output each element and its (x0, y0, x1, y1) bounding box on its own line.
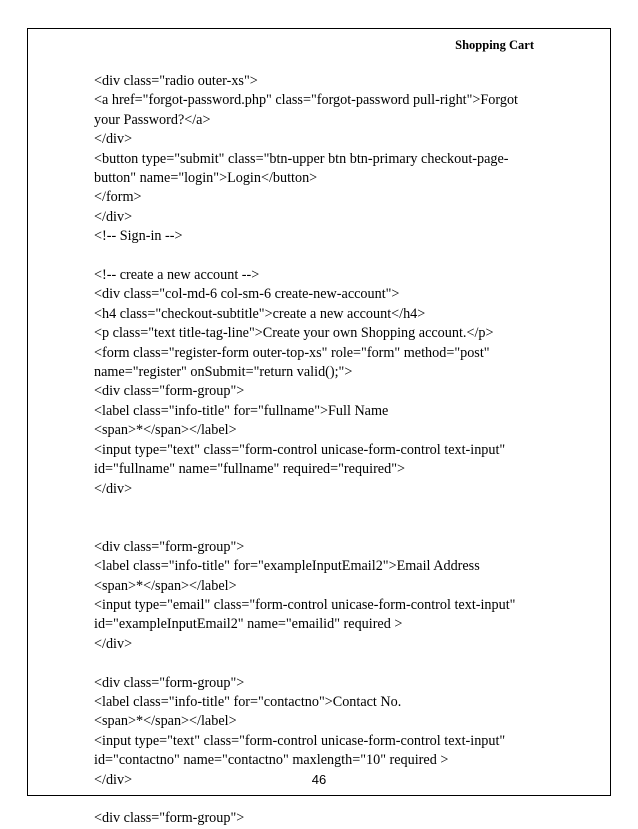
code-line: <p class="text title-tag-line">Create your own Shopping account.</p> (94, 325, 494, 342)
code-line: </div> (94, 480, 133, 497)
code-line: <span>*</span></label> (94, 422, 237, 439)
code-line: id="fullname" name="fullname" required="required"> (94, 461, 405, 478)
code-line: </div> (94, 131, 133, 148)
code-line: <div class="form-group"> (94, 383, 245, 400)
code-listing (94, 72, 554, 829)
code-line: id="exampleInputEmail2" name="emailid" required > (94, 616, 403, 633)
code-line: <form class="register-form outer-top-xs" role="form" method="post" (94, 344, 490, 361)
code-line (94, 790, 554, 809)
code-line (94, 499, 554, 518)
header-title: Shopping Cart (455, 38, 534, 52)
code-line: </div> (94, 771, 133, 788)
code-line: <div class="form-group"> (94, 538, 245, 555)
code-line: <div class="radio outer-xs"> (94, 73, 258, 89)
code-line: <button type="submit" class="btn-upper btn btn-primary checkout-page- (94, 150, 509, 167)
code-line: <input type="email" class="form-control unicase-form-control text-input" (94, 596, 516, 613)
code-line: <a href="forgot-password.php" class="forgot-password pull-right">Forgot (94, 92, 518, 109)
code-line: <span>*</span></label> (94, 713, 237, 730)
code-line: name="register" onSubmit="return valid();"> (94, 364, 353, 381)
code-line: <div class="form-group"> (94, 674, 245, 691)
code-line: <h4 class="checkout-subtitle">create a new account</h4> (94, 305, 426, 322)
code-line: <label class="info-title" for="contactno">Contact No. (94, 693, 402, 710)
code-line: </form> (94, 189, 142, 206)
code-line: <!-- create a new account --> (94, 267, 260, 284)
code-line: <input type="text" class="form-control unicase-form-control text-input" (94, 441, 506, 458)
code-line: id="contactno" name="contactno" maxlength="10" required > (94, 752, 449, 769)
code-line: <div class="col-md-6 col-sm-6 create-new-account"> (94, 286, 400, 303)
code-line: <label class="info-title" for="exampleInputEmail2">Email Address (94, 558, 480, 575)
code-line (94, 247, 554, 266)
code-line: <input type="text" class="form-control unicase-form-control text-input" (94, 732, 506, 749)
code-line: button" name="login">Login</button> (94, 170, 318, 187)
code-line: <!-- Sign-in --> (94, 228, 183, 245)
code-line: </div> (94, 635, 133, 652)
code-line (94, 518, 554, 537)
code-line: your Password?</a> (94, 111, 211, 128)
code-line: <label class="info-title" for="fullname">Full Name (94, 402, 389, 419)
code-line (94, 654, 554, 673)
code-line: </div> (94, 208, 133, 225)
code-line: <div class="form-group"> (94, 810, 245, 827)
code-line: <span>*</span></label> (94, 577, 237, 594)
page-number: 46 (311, 772, 327, 787)
